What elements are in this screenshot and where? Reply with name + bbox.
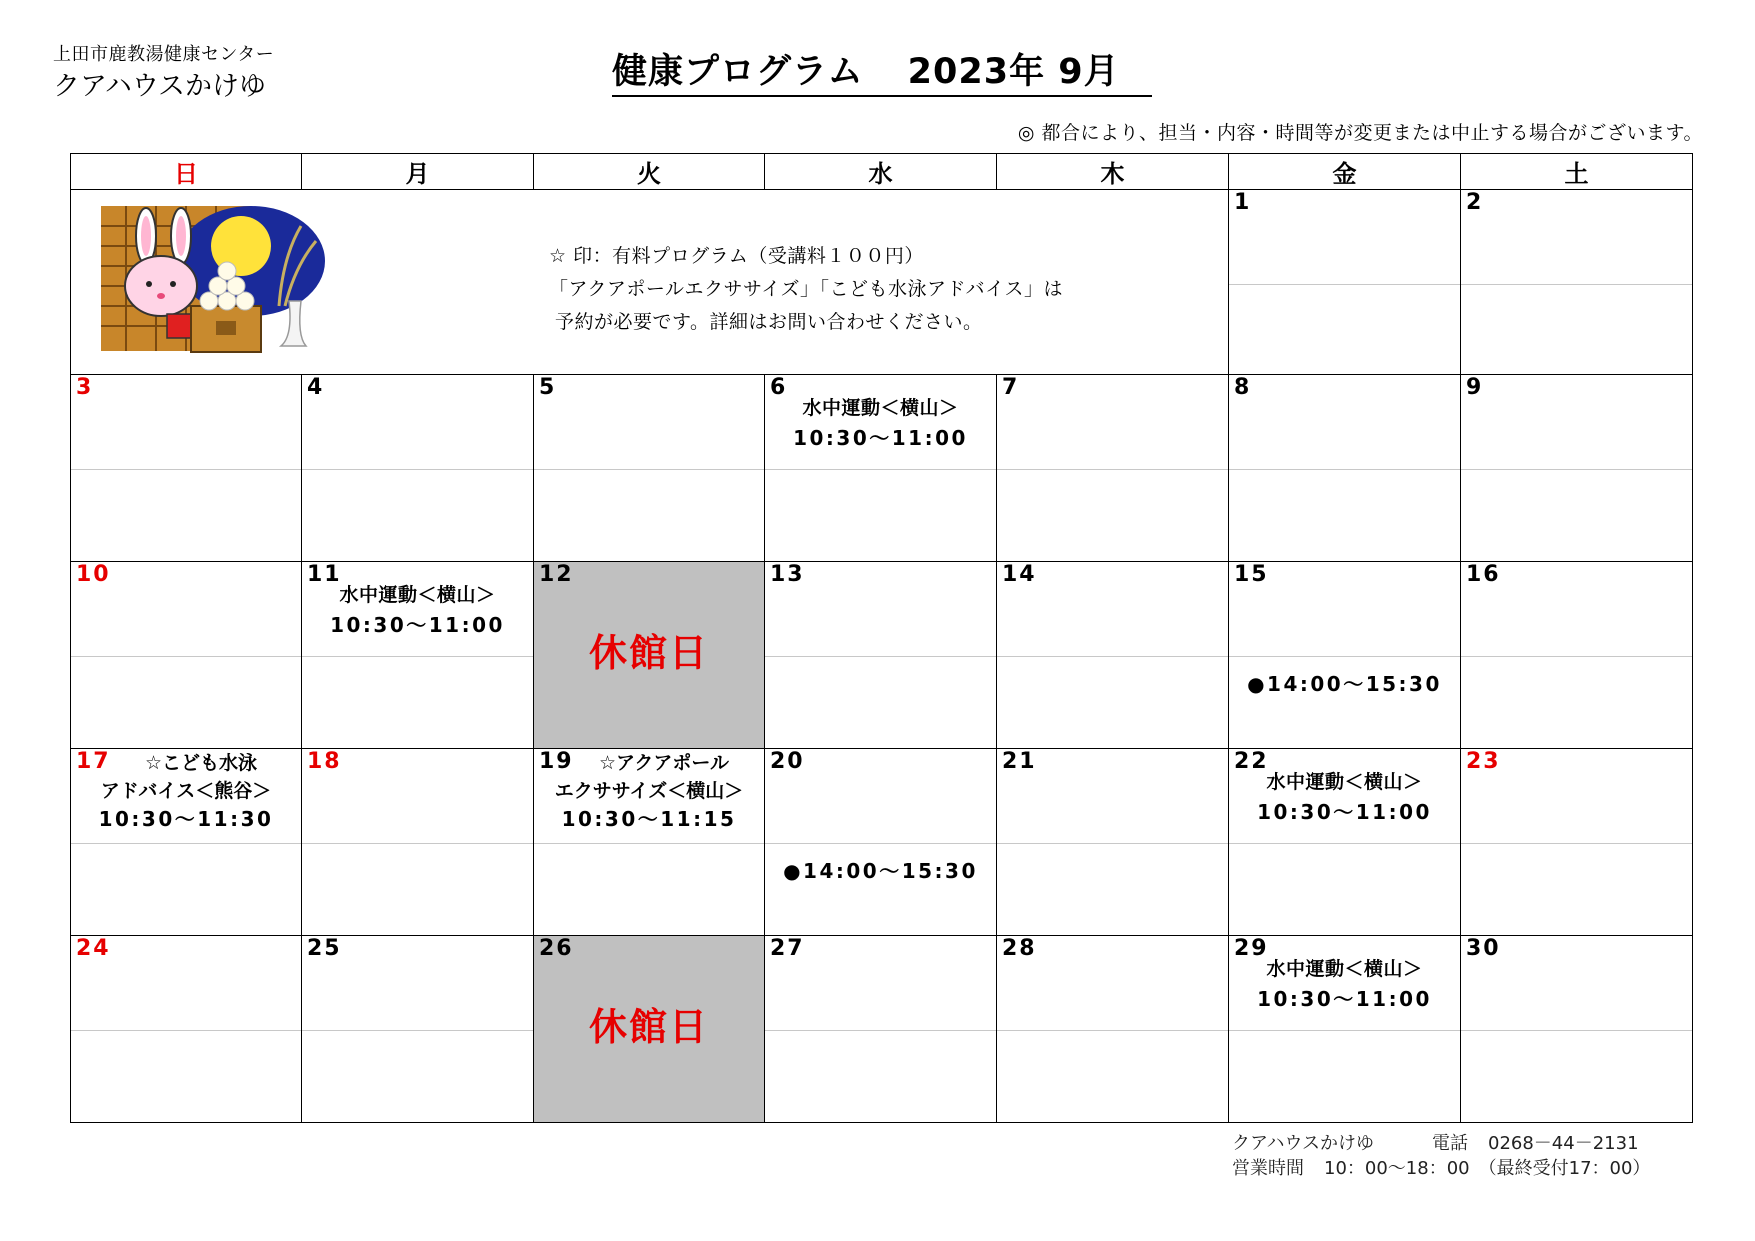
day-number: 7 <box>1002 375 1020 400</box>
footer-phone-label: 電話 <box>1432 1133 1468 1154</box>
day-number: 17 <box>76 749 111 774</box>
day-number: 30 <box>1466 936 1501 961</box>
org-name-large: クアハウスかけゆ <box>53 71 267 102</box>
event-water-exercise: 水中運動＜横山＞ 10:30～11:00 <box>1257 771 1432 824</box>
day-cell-21 <box>997 749 1229 936</box>
page-title <box>612 44 1152 97</box>
day-number: 29 <box>1234 936 1269 961</box>
day-number: 28 <box>1002 936 1037 961</box>
day-cell-18 <box>302 749 534 936</box>
day-cell-27 <box>765 936 997 1123</box>
weekday-sat: 土 <box>1461 154 1693 190</box>
day-cell-19 <box>534 749 765 936</box>
day-number: 27 <box>770 936 805 961</box>
day-number: 19 <box>539 749 574 774</box>
day-cell-5 <box>534 375 765 562</box>
event-aqua-pole: ☆アクアポール エクササイズ＜横山＞ 10:30～11:15 <box>554 752 744 831</box>
event-water-exercise: 水中運動＜横山＞ 10:30～11:00 <box>793 397 968 450</box>
week-row-1 <box>71 190 1693 375</box>
title-month: 9月 <box>1058 52 1120 92</box>
day-number: 11 <box>307 562 342 587</box>
calendar-table <box>70 153 1693 1123</box>
day-number: 12 <box>539 562 574 587</box>
closed-day-label: 休館日 <box>588 1005 709 1049</box>
day-number: 10 <box>76 562 111 587</box>
event-kids-swim: ☆こども水泳 アドバイス＜熊谷＞ 10:30～11:30 <box>98 752 274 831</box>
day-cell-16 <box>1461 562 1693 749</box>
weekday-sun: 日 <box>71 154 302 190</box>
day-cell-25 <box>302 936 534 1123</box>
footer-phone: 0268－44－2131 <box>1488 1133 1639 1154</box>
footer-hours: 10：00～18：00 （最終受付17：00） <box>1324 1158 1651 1179</box>
weekday-header-row <box>71 154 1693 190</box>
info-line-1: ☆ 印：有料プログラム（受講料１００円） <box>549 245 924 267</box>
weekday-fri: 金 <box>1229 154 1461 190</box>
event-water-exercise: 水中運動＜横山＞ 10:30～11:00 <box>1257 958 1432 1011</box>
day-number: 8 <box>1234 375 1252 400</box>
day-number: 26 <box>539 936 574 961</box>
day-number: 13 <box>770 562 805 587</box>
day-cell-29 <box>1229 936 1461 1123</box>
notice-text: ◎ 都合により、担当・内容・時間等が変更または中止する場合がございます。 <box>1017 122 1703 144</box>
day-number: 5 <box>539 375 557 400</box>
week-row-5 <box>71 936 1693 1123</box>
day-number: 14 <box>1002 562 1037 587</box>
day-cell-2 <box>1461 190 1693 375</box>
day-number: 23 <box>1466 749 1501 774</box>
day-cell-9 <box>1461 375 1693 562</box>
day-cell-7 <box>997 375 1229 562</box>
moon-viewing-rabbit-illustration <box>101 206 325 356</box>
week-row-4 <box>71 749 1693 936</box>
org-name-small: 上田市鹿教湯健康センター <box>53 44 275 65</box>
day-number: 22 <box>1234 749 1269 774</box>
weekday-thu: 木 <box>997 154 1229 190</box>
day-number: 21 <box>1002 749 1037 774</box>
footer <box>1232 1131 1650 1181</box>
footer-hours-label: 営業時間 <box>1232 1158 1304 1179</box>
day-cell-3 <box>71 375 302 562</box>
day-number: 2 <box>1466 190 1484 215</box>
event-water-exercise: 水中運動＜横山＞ 10:30～11:00 <box>330 584 505 637</box>
event-dot-time: ●14:00～15:30 <box>783 859 978 883</box>
info-cell <box>71 190 1229 375</box>
day-cell-1 <box>1229 190 1461 375</box>
footer-name: クアハウスかけゆ <box>1232 1133 1375 1154</box>
day-cell-4 <box>302 375 534 562</box>
day-cell-11 <box>302 562 534 749</box>
info-line-2: 「アクアポールエクササイズ」「こども水泳アドバイス」は <box>549 278 1063 300</box>
day-cell-14 <box>997 562 1229 749</box>
day-cell-12 <box>534 562 765 749</box>
day-number: 20 <box>770 749 805 774</box>
day-cell-17 <box>71 749 302 936</box>
weekday-tue: 火 <box>534 154 765 190</box>
day-cell-30 <box>1461 936 1693 1123</box>
day-cell-15 <box>1229 562 1461 749</box>
day-cell-10 <box>71 562 302 749</box>
info-text <box>549 240 1063 339</box>
day-number: 15 <box>1234 562 1269 587</box>
week-row-2 <box>71 375 1693 562</box>
day-number: 4 <box>307 375 325 400</box>
day-number: 9 <box>1466 375 1484 400</box>
title-year: 2023年 <box>907 52 1046 92</box>
day-cell-26 <box>534 936 765 1123</box>
day-number: 16 <box>1466 562 1501 587</box>
weekday-mon: 月 <box>302 154 534 190</box>
day-number: 6 <box>770 375 788 400</box>
title-main: 健康プログラム <box>612 52 864 92</box>
week-row-3 <box>71 562 1693 749</box>
day-number: 25 <box>307 936 342 961</box>
day-cell-24 <box>71 936 302 1123</box>
day-cell-23 <box>1461 749 1693 936</box>
day-cell-13 <box>765 562 997 749</box>
day-number: 18 <box>307 749 342 774</box>
day-cell-8 <box>1229 375 1461 562</box>
closed-day-label: 休館日 <box>588 631 709 675</box>
day-cell-28 <box>997 936 1229 1123</box>
day-cell-22 <box>1229 749 1461 936</box>
weekday-wed: 水 <box>765 154 997 190</box>
day-number: 1 <box>1234 190 1252 215</box>
info-line-3: 予約が必要です。詳細はお問い合わせください。 <box>555 311 983 333</box>
day-cell-20 <box>765 749 997 936</box>
day-number: 3 <box>76 375 94 400</box>
event-dot-time: ●14:00～15:30 <box>1247 672 1442 696</box>
day-cell-6 <box>765 375 997 562</box>
day-number: 24 <box>76 936 111 961</box>
